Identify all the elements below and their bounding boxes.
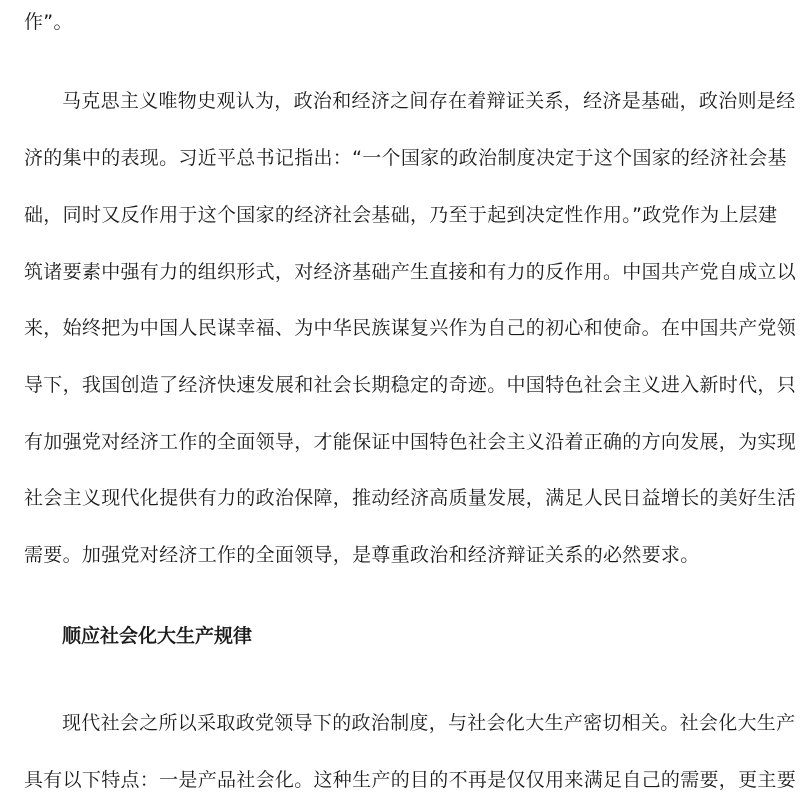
paragraph-1-line-9: 需要。加强党对经济工作的全面领导，是尊重政治和经济辩证关系的必然要求。: [24, 544, 700, 566]
paragraph-2-line-1: 现代社会之所以采取政党领导下的政治制度，与社会化大生产密切相关。社会化大生产: [62, 712, 796, 734]
paragraph-1-line-6: 导下，我国创造了经济快速发展和社会长期稳定的奇迹。中国特色社会主义进入新时代，只: [24, 374, 797, 396]
paragraph-1-line-5: 来，始终把为中国人民谋幸福、为中华民族谋复兴作为自己的初心和使命。在中国共产党领: [24, 317, 797, 339]
paragraph-1-line-1: 马克思主义唯物史观认为，政治和经济之间存在着辩证关系，经济是基础，政治则是经: [62, 90, 796, 112]
paragraph-1-line-2: 济的集中的表现。习近平总书记指出：“一个国家的政治制度决定于这个国家的经济社会基: [24, 147, 787, 169]
paragraph-1-line-3: 础，同时又反作用于这个国家的经济社会基础，乃至于起到决定性作用。”政党作为上层建: [24, 204, 778, 226]
section-heading: 顺应社会化大生产规律: [62, 625, 253, 647]
paragraph-2-line-2: 具有以下特点：一是产品社会化。这种生产的目的不再是仅仅用来满足自己的需要，更主要: [24, 769, 797, 791]
paragraph-1-line-4: 筑诸要素中强有力的组织形式，对经济基础产生直接和有力的反作用。中国共产党自成立以: [24, 261, 797, 283]
paragraph-1-line-8: 社会主义现代化提供有力的政治保障，推动经济高质量发展，满足人民日益增长的美好生活: [24, 487, 797, 509]
paragraph-1-line-7: 有加强党对经济工作的全面领导，才能保证中国特色社会主义沿着正确的方向发展，为实现: [24, 431, 797, 453]
text-line-fragment: 作”。: [24, 11, 73, 33]
